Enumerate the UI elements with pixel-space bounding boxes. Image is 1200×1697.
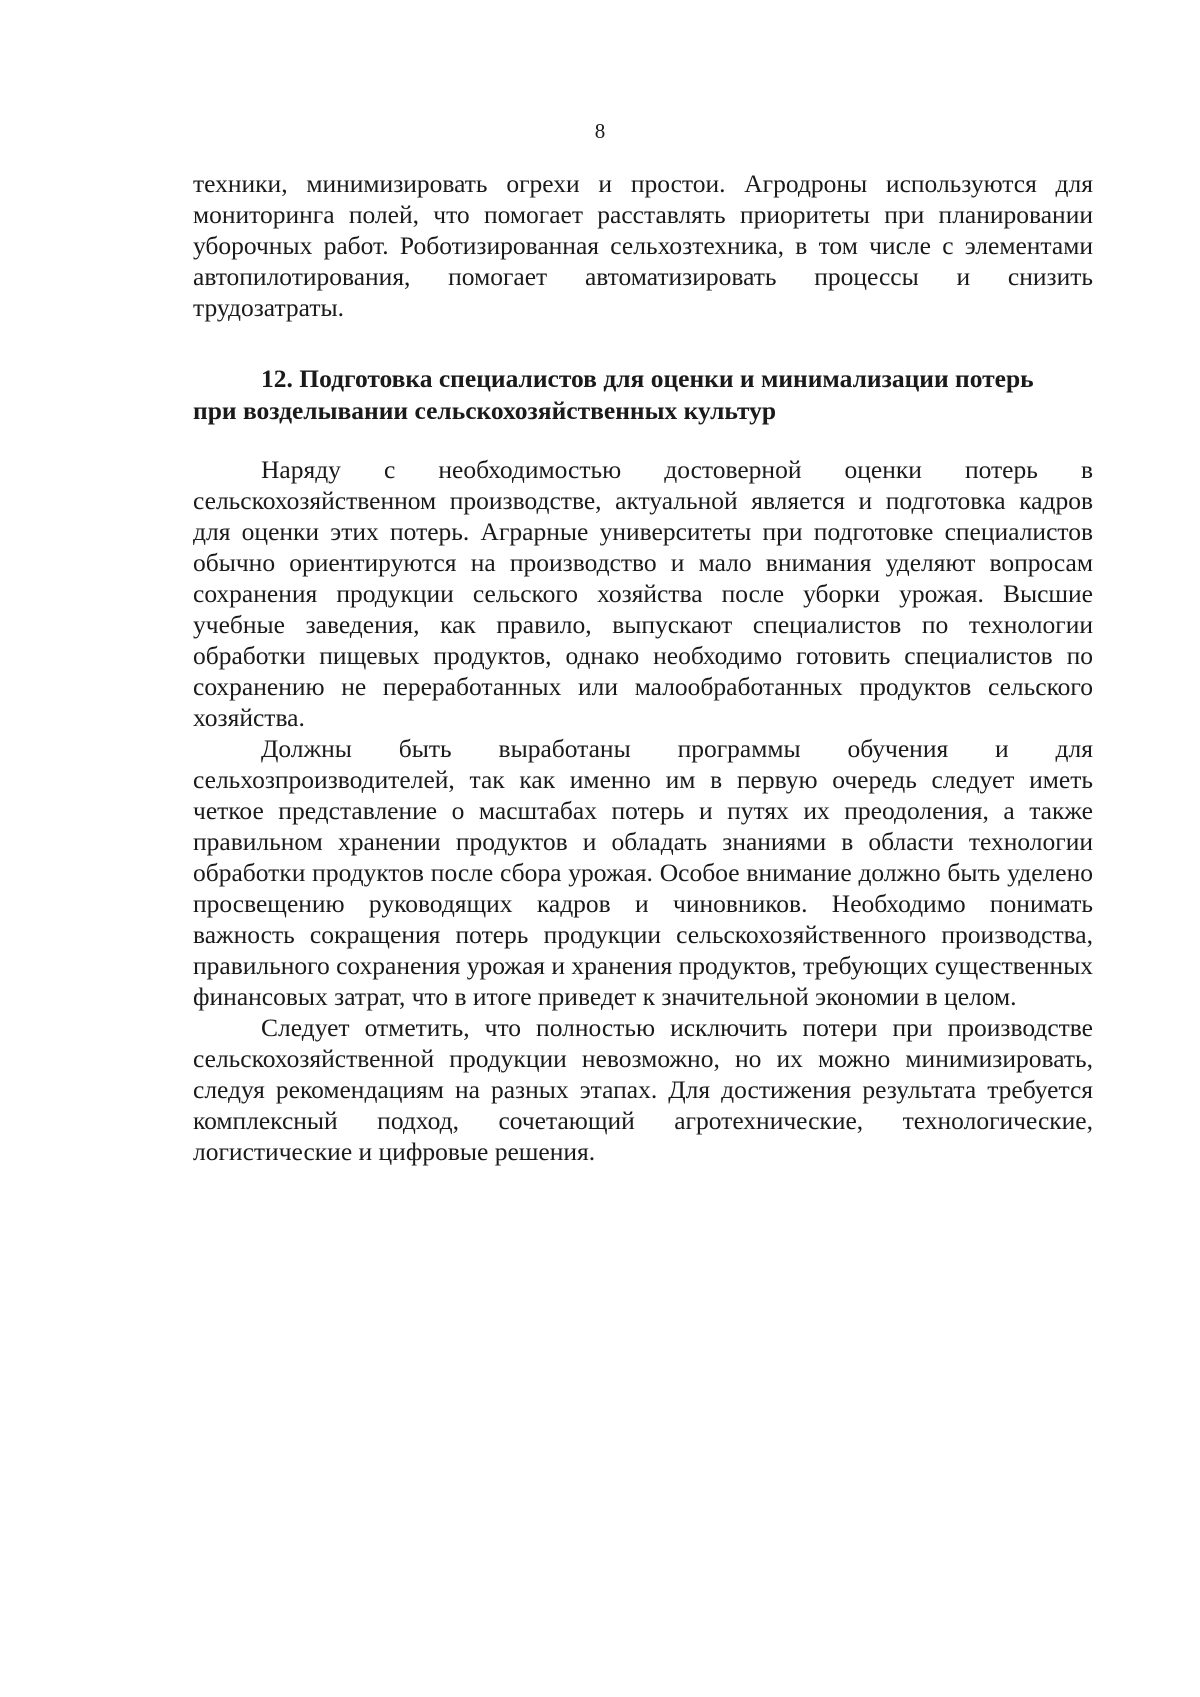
intro-paragraph: техники, минимизировать огрехи и простои. Агродроны используются для мониторинга полей, что помогает расставлять приоритеты при планировании уборочных работ. Роботизированная сельхозтехника, в том числе с элементами автопилотирования, помогает автоматизировать процессы и снизить трудозатраты. (193, 169, 1093, 322)
document-body (193, 168, 1093, 1167)
paragraph-1: Наряду с необходимостью достоверной оценки потерь в сельскохозяйственном производстве, актуальной является и подготовка кадров для оценки этих потерь. Аграрные университеты при подготовке специалистов обычно ориентируются на производство и мало внимания уделяют вопросам сохранения продукции сельского хозяйства после уборки урожая. Высшие учебные заведения, как правило, выпускают специалистов по технологии обработки пищевых продуктов, однако необходимо готовить специалистов по сохранению не переработанных или малообработанных продуктов сельского хозяйства. (193, 455, 1093, 732)
section-heading (193, 363, 1093, 427)
page-number: 8 (594, 119, 606, 143)
section-heading-line2: при возделывании сельскохозяйственных культур (193, 396, 777, 425)
section-heading-line1: 12. Подготовка специалистов для оценки и минимализации потерь (261, 364, 1034, 393)
paragraph-3: Следует отметить, что полностью исключить потери при производстве сельскохозяйственной продукции невозможно, но их можно минимизировать, следуя рекомендациям на разных этапах. Для достижения результата требуется комплексный подход, сочетающий агротехнические, технологические, логистические и цифровые решения. (193, 1013, 1093, 1166)
paragraph-2: Должны быть выработаны программы обучения и для сельхозпроизводителей, так как именно им в первую очередь следует иметь четкое представление о масштабах потерь и путях их преодоления, а также правильном хранении продуктов и обладать знаниями в области технологии обработки продуктов после сбора урожая. Особое внимание должно быть уделено просвещению руководящих кадров и чиновников. Необходимо понимать важность сокращения потерь продукции сельскохозяйственного производства, правильного сохранения урожая и хранения продуктов, требующих существенных финансовых затрат, что в итоге приведет к значительной экономии в целом. (193, 734, 1094, 1011)
